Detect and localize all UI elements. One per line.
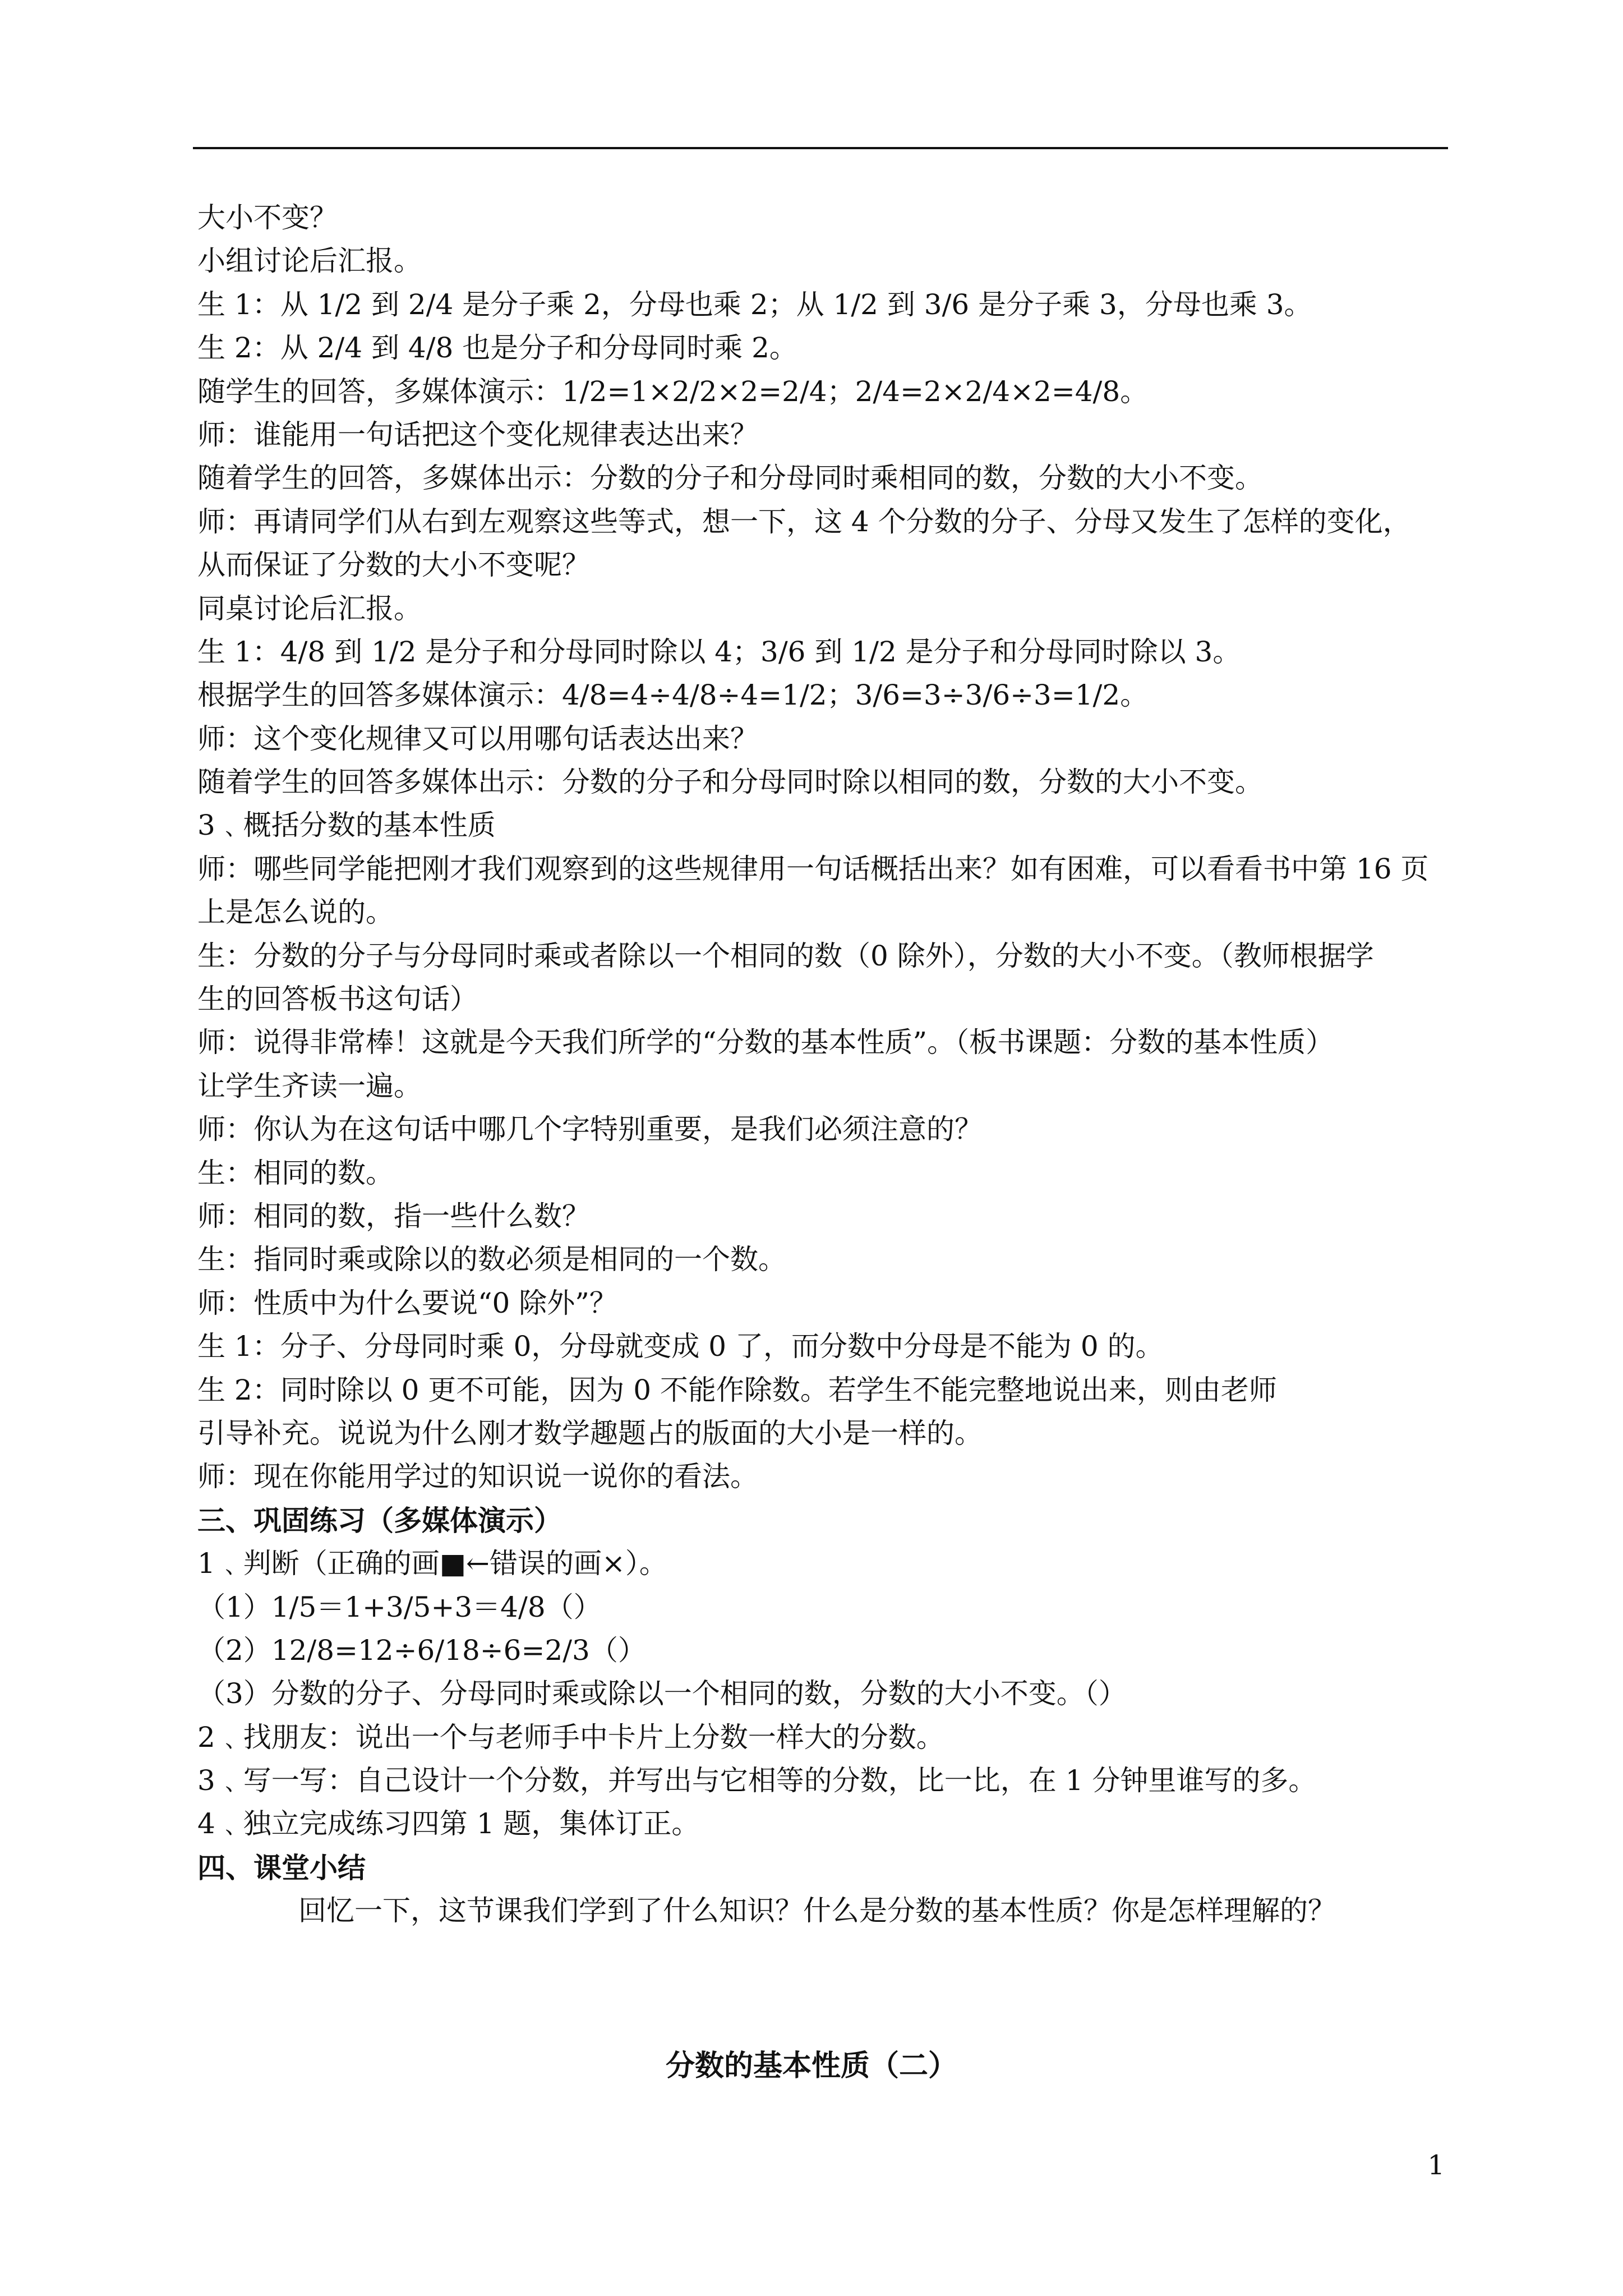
text-line: 生的回答板书这句话） (197, 983, 478, 1016)
text-line: 1﹑判断（正确的画■←错误的画×）。 (197, 1547, 667, 1580)
text-line: 引导补充。说说为什么刚才数学趣题占的版面的大小是一样的。 (197, 1416, 983, 1450)
text-line: 4﹑独立完成练习四第 1 题，集体订正。 (197, 1807, 700, 1841)
text-line: 师：性质中为什么要说“0 除外”？ (197, 1286, 617, 1319)
text-line: 生 1：分子、分母同时乘 0，分母就变成 0 了，而分数中分母是不能为 0 的。 (197, 1330, 1164, 1363)
text-line: （2）12/8=12÷6/18÷6=2/3（） (197, 1634, 646, 1667)
section-heading: 四、课堂小结 (197, 1851, 366, 1884)
text-line: 师：这个变化规律又可以用哪句话表达出来？ (197, 722, 758, 755)
text-line: 小组讨论后汇报。 (197, 245, 422, 278)
text-line: 生：指同时乘或除以的数必须是相同的一个数。 (197, 1243, 786, 1276)
text-line: 生：相同的数。 (197, 1156, 394, 1189)
text-line: 师：相同的数，指一些什么数？ (197, 1199, 590, 1232)
text-line: 从而保证了分数的大小不变呢？ (197, 549, 590, 582)
text-line: 回忆一下，这节课我们学到了什么知识？什么是分数的基本性质？你是怎样理解的？ (298, 1894, 1336, 1927)
text-line: （1）1/5＝1+3/5+3＝4/8（） (197, 1590, 602, 1623)
text-line: 师：你认为在这句话中哪几个字特别重要，是我们必须注意的？ (197, 1113, 983, 1146)
next-section-title: 分数的基本性质（二） (665, 2049, 957, 2083)
section-heading: 三、巩固练习（多媒体演示） (197, 1503, 562, 1537)
header-rule (193, 147, 1448, 149)
text-line: （3）分数的分子、分母同时乘或除以一个相同的数，分数的大小不变。（） (197, 1677, 1127, 1710)
text-line: 生 1：从 1/2 到 2/4 是分子乘 2，分母也乘 2；从 1/2 到 3/6 是分子乘 3，分母也乘 3。 (197, 288, 1312, 321)
text-line: 生 2：同时除以 0 更不可能，因为 0 不能作除数。若学生不能完整地说出来，则由老师 (197, 1373, 1277, 1406)
text-line: 生 1：4/8 到 1/2 是分子和分母同时除以 4；3/6 到 1/2 是分子和分母同时除以 3。 (197, 635, 1241, 668)
text-line: 3﹑概括分数的基本性质 (197, 809, 496, 842)
text-line: 生 2：从 2/4 到 4/8 也是分子和分母同时乘 2。 (197, 332, 797, 365)
text-line: 师：说得非常棒！这就是今天我们所学的“分数的基本性质”。（板书课题：分数的基本性质） (197, 1026, 1334, 1059)
text-line: 2﹑找朋友：说出一个与老师手中卡片上分数一样大的分数。 (197, 1720, 944, 1754)
text-line: 师：再请同学们从右到左观察这些等式，想一下，这 4 个分数的分子、分母又发生了怎样的变化， (197, 505, 1411, 538)
text-line: 3﹑写一写：自己设计一个分数，并写出与它相等的分数，比一比，在 1 分钟里谁写的多。 (197, 1764, 1317, 1797)
text-line: 生：分数的分子与分母同时乘或者除以一个相同的数（0 除外），分数的大小不变。（教师根据学 (197, 939, 1374, 972)
text-line: 随着学生的回答多媒体出示：分数的分子和分母同时除以相同的数，分数的大小不变。 (197, 766, 1263, 799)
text-line: 随着学生的回答，多媒体出示：分数的分子和分母同时乘相同的数，分数的大小不变。 (197, 462, 1263, 495)
text-line: 大小不变？ (197, 201, 338, 234)
text-line: 随学生的回答，多媒体演示：1/2=1×2/2×2=2/4；2/4=2×2/4×2=4/8。 (197, 375, 1149, 408)
text-line: 师：谁能用一句话把这个变化规律表达出来？ (197, 418, 758, 451)
page-number: 1 (1427, 2150, 1445, 2181)
text-line: 同桌讨论后汇报。 (197, 592, 422, 625)
document-body (197, 196, 1448, 1933)
text-line: 师：哪些同学能把刚才我们观察到的这些规律用一句话概括出来？如有困难，可以看看书中第 16 页 (197, 852, 1429, 885)
text-line: 根据学生的回答多媒体演示：4/8=4÷4/8÷4=1/2；3/6=3÷3/6÷3=1/2。 (197, 679, 1149, 712)
text-line: 让学生齐读一遍。 (197, 1069, 422, 1102)
text-line: 上是怎么说的。 (197, 896, 394, 929)
text-line: 师：现在你能用学过的知识说一说你的看法。 (197, 1460, 758, 1493)
